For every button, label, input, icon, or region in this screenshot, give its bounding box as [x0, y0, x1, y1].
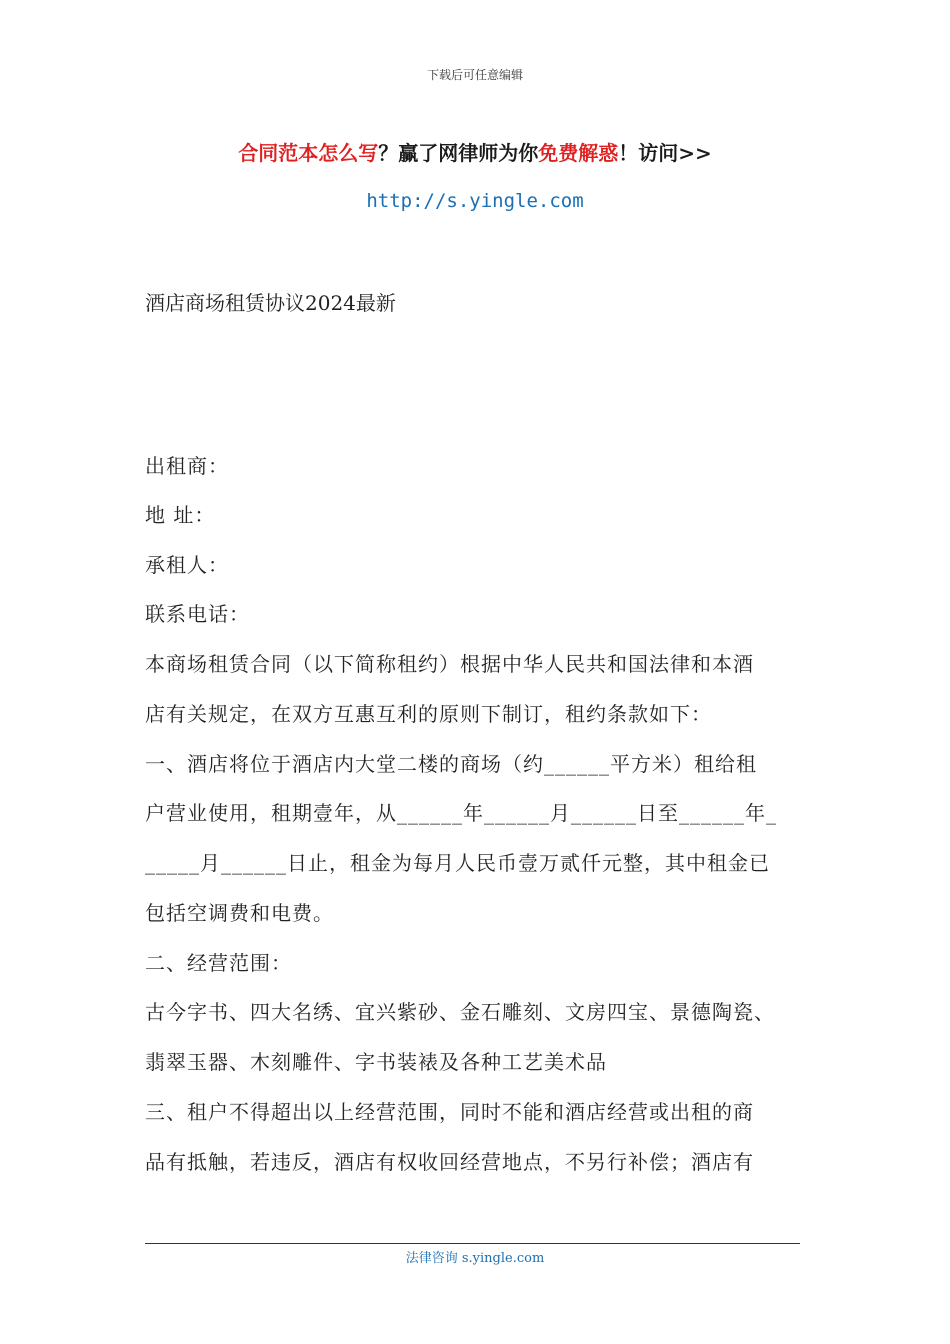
promo-part-1: 合同范本怎么写: [238, 141, 379, 165]
paragraph-line: 户营业使用，租期壹年，从______年______月______日至______年_: [145, 801, 777, 825]
field-address: 地 址：: [145, 503, 216, 527]
paragraph-line: 一、酒店将位于酒店内大堂二楼的商场（约______平方米）租给租: [145, 752, 757, 776]
paragraph-line: 三、租户不得超出以上经营范围，同时不能和酒店经营或出租的商: [145, 1100, 754, 1124]
field-lessee: 承租人：: [145, 553, 229, 577]
document-title: 酒店商场租赁协议2024最新: [145, 291, 396, 315]
promo-banner[interactable]: [0, 137, 950, 166]
footer-divider: [145, 1243, 800, 1244]
field-lessor: 出租商：: [145, 454, 229, 478]
paragraph-line: 品有抵触，若违反，酒店有权收回经营地点，不另行补偿；酒店有: [145, 1150, 754, 1174]
paragraph-line: 翡翠玉器、木刻雕件、字书装裱及各种工艺美术品: [145, 1050, 607, 1074]
promo-part-3: 免费解惑: [538, 141, 619, 165]
promo-link[interactable]: http://s.yingle.com: [366, 190, 584, 212]
paragraph-line: 包括空调费和电费。: [145, 901, 334, 925]
footer-link[interactable]: 法律咨询 s.yingle.com: [405, 1251, 545, 1266]
promo-part-4: ！访问>>: [618, 141, 712, 165]
paragraph-line: 店有关规定，在双方互惠互利的原则下制订，租约条款如下：: [145, 702, 712, 726]
field-phone: 联系电话：: [145, 602, 250, 626]
paragraph-line: _____月______日止，租金为每月人民币壹万贰仟元整，其中租金已: [145, 851, 770, 875]
paragraph-line: 本商场租赁合同（以下简称租约）根据中华人民共和国法律和本酒: [145, 652, 754, 676]
section-heading: 二、经营范围：: [145, 951, 292, 975]
paragraph-line: 古今字书、四大名绣、宜兴紫砂、金石雕刻、文房四宝、景德陶瓷、: [145, 1000, 775, 1024]
promo-part-2: ？赢了网律师为你: [378, 141, 539, 165]
header-note: 下载后可任意编辑: [426, 68, 523, 82]
